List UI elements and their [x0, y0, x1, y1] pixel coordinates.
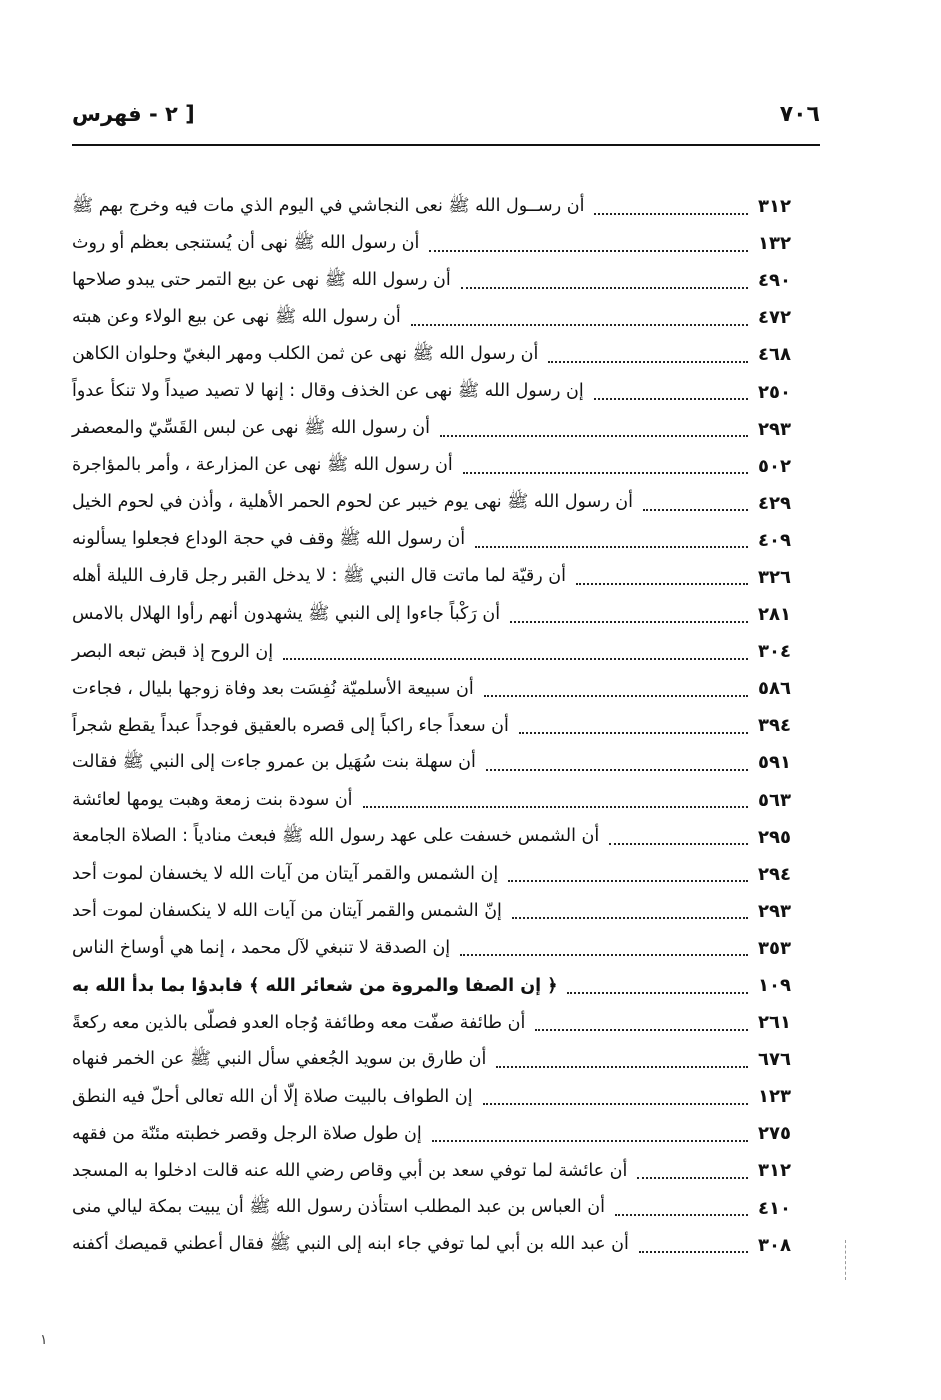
entry-text: إن رسول الله ﷺ نهى عن الخذف وقال : إنها لا تصيد صيداً ولا تنكأ عدواً: [72, 381, 584, 402]
index-entry: [72, 967, 820, 1004]
entry-text: أن طارق بن سويد الجُعفي سأل النبي ﷺ عن الخمر فنهاه: [72, 1048, 487, 1069]
entry-page-number: ٥٦٣: [758, 789, 791, 811]
index-entry: [72, 744, 820, 781]
index-entry: [72, 373, 820, 410]
entry-page-number: ٤٦٨: [758, 344, 791, 366]
entry-text: إن الصدقة لا تنبغي لآل محمد ، إنما هي أوساخ الناس: [72, 938, 451, 959]
margin-mark: ١: [40, 1332, 48, 1348]
dot-leader: [576, 583, 748, 585]
index-entry: [72, 225, 820, 262]
entry-page-number: ٤٢٩: [758, 492, 791, 514]
entry-page-number: ٤١٠: [758, 1197, 791, 1219]
index-entry: [72, 188, 820, 225]
entry-text: أن عائشة لما توفي سعد بن أبي وقاص رضي الله عنه قالت ادخلوا به المسجد: [72, 1160, 628, 1181]
index-entry: [72, 1152, 820, 1189]
dot-leader: [609, 843, 748, 845]
dot-leader: [440, 435, 748, 437]
entry-page-number: ١٢٣: [758, 1086, 791, 1108]
entry-page-number: ٥٩١: [758, 752, 791, 774]
page-header: [72, 100, 820, 146]
entry-page-number: ٤٩٠: [758, 270, 791, 292]
entry-page-number: ٣١٢: [758, 1160, 791, 1182]
entry-page-number: ٣٩٤: [758, 715, 791, 737]
entry-page-number: ٢٨١: [758, 604, 791, 626]
entry-text: أن سبيعة الأسلميّة نُفِسَت بعد وفاة زوجها بليال ، فجاءت: [72, 678, 474, 699]
dot-leader: [475, 546, 748, 548]
entry-text: أن الشمس خسفت على عهد رسول الله ﷺ فبعث منادياً : الصلاة الجامعة: [72, 826, 600, 847]
entry-text: أن رسول الله ﷺ نهى عن ثمن الكلب ومهر البغيّ وحلوان الكاهن: [72, 343, 539, 364]
entry-text: أن رسول الله ﷺ نهى عن المزارعة ، وأمر بالمؤاجرة: [72, 455, 453, 476]
dot-leader: [483, 1103, 748, 1105]
index-entry: [72, 1078, 820, 1115]
dot-leader: [496, 1066, 748, 1068]
entry-text: إنّ الشمس والقمر آيتان من آيات الله لا ينكسفان لموت أحد: [72, 901, 502, 922]
dot-leader: [461, 287, 748, 289]
entry-text: أن سودة بنت زمعة وهبت يومها لعائشة: [72, 790, 353, 811]
dot-leader: [639, 1251, 748, 1253]
dot-leader: [363, 806, 748, 808]
dot-leader: [510, 621, 748, 623]
index-entry: [72, 930, 820, 967]
index-entry: [72, 336, 820, 373]
dot-leader: [283, 658, 748, 660]
entry-text: أن رسول الله ﷺ نهى أن يُستنجى بعظم أو روث: [72, 232, 420, 253]
entry-page-number: ٢٩٥: [758, 826, 791, 848]
entry-page-number: ٣٥٣: [758, 937, 791, 959]
entry-text: إن الشمس والقمر آيتان من آيات الله لا يخسفان لموت أحد: [72, 864, 499, 885]
dot-leader: [643, 509, 748, 511]
dot-leader: [548, 361, 748, 363]
entry-page-number: ٢٩٣: [758, 418, 791, 440]
entry-page-number: ١٣٢: [758, 233, 791, 255]
dot-leader: [637, 1177, 748, 1179]
entry-page-number: ٣٠٨: [758, 1234, 791, 1256]
scan-edge-mark: [845, 1240, 847, 1280]
dot-leader: [460, 954, 748, 956]
index-entry: [72, 1190, 820, 1227]
dot-leader: [594, 213, 748, 215]
entry-text: أن رقيّة لما ماتت قال النبي ﷺ : لا يدخل القبر رجل قارف الليلة أهله: [72, 566, 567, 587]
dot-leader: [486, 769, 748, 771]
index-entry: [72, 596, 820, 633]
index-entry: [72, 782, 820, 819]
entry-page-number: ٣٢٦: [758, 566, 791, 588]
dot-leader: [519, 732, 748, 734]
dot-leader: [484, 695, 748, 697]
entry-page-number: ٤٠٩: [758, 529, 791, 551]
entry-page-number: ٢٥٠: [758, 381, 791, 403]
dot-leader: [429, 250, 748, 252]
entry-text: أن رســول الله ﷺ نعى النجاشي في اليوم الذي مات فيه وخرج بهم ﷺ: [72, 195, 585, 216]
entry-text: أن رسول الله ﷺ نهى عن بيع الولاء وعن هبته: [72, 306, 401, 327]
entry-text: أن رسول الله ﷺ نهى عن بيع التمر حتى يبدو صلاحها: [72, 269, 451, 290]
index-entries: [72, 188, 820, 1264]
entry-page-number: ٣١٢: [758, 196, 791, 218]
entry-text: أن طائفة صفّت معه وطائفة وُجاه العدو فصلّى بالذين معه ركعةً: [72, 1012, 526, 1033]
entry-page-number: ٥٨٦: [758, 678, 791, 700]
entry-text: إن طول صلاة الرجل وقصر خطبته مئنّة من فقهه: [72, 1123, 422, 1144]
entry-text: أن رسول الله ﷺ وقف في حجة الوداع فجعلوا يسألونه: [72, 529, 466, 550]
index-entry: [72, 559, 820, 596]
index-entry: [72, 1115, 820, 1152]
entry-text: إن الطواف بالبيت صلاة إلّا أن الله تعالى أحلّ فيه النطق: [72, 1086, 473, 1107]
index-entry: [72, 819, 820, 856]
entry-page-number: ٢٦١: [758, 1012, 791, 1034]
entry-page-number: ٣٠٤: [758, 641, 791, 663]
entry-text: أن رسول الله ﷺ نهى عن لبس القَسِّيّ والمعصفر: [72, 418, 430, 439]
index-entry: [72, 1004, 820, 1041]
index-entry: [72, 299, 820, 336]
entry-text: أن العباس بن عبد المطلب استأذن رسول الله ﷺ أن يبيت بمكة ليالي منى: [72, 1197, 606, 1218]
dot-leader: [411, 324, 748, 326]
entry-page-number: ١٠٩: [758, 975, 791, 997]
index-entry: [72, 893, 820, 930]
dot-leader: [567, 992, 748, 994]
entry-text: ﴿ إن الصفا والمروة من شعائر الله ﴾ فابدؤا بما بدأ الله به: [72, 975, 558, 996]
index-entry: [72, 1227, 820, 1264]
dot-leader: [615, 1214, 748, 1216]
dot-leader: [432, 1140, 748, 1142]
dot-leader: [463, 472, 748, 474]
entry-text: أن رسول الله ﷺ نهى يوم خيبر عن لحوم الحمر الأهلية ، وأذن في لحوم الخيل: [72, 492, 633, 513]
index-entry: [72, 856, 820, 893]
dot-leader: [512, 917, 748, 919]
entry-text: أن رَكْباً جاءوا إلى النبي ﷺ يشهدون أنهم رأوا الهلال بالامس: [72, 603, 501, 624]
entry-page-number: ٢٩٣: [758, 900, 791, 922]
index-entry: [72, 411, 820, 448]
entry-text: أن سهلة بنت سُهَيل بن عمرو جاءت إلى النبي ﷺ فقالت: [72, 751, 476, 772]
index-entry: [72, 262, 820, 299]
entry-text: إن الروح إذ قبض تبعه البصر: [72, 641, 274, 662]
section-title: [ ٢ - فهرس: [72, 102, 195, 126]
index-entry: [72, 448, 820, 485]
dot-leader: [535, 1029, 748, 1031]
index-entry: [72, 522, 820, 559]
entry-page-number: ٢٧٥: [758, 1123, 791, 1145]
index-entry: [72, 485, 820, 522]
index-entry: [72, 670, 820, 707]
dot-leader: [508, 880, 748, 882]
index-entry: [72, 707, 820, 744]
index-entry: [72, 633, 820, 670]
entry-page-number: ٢٩٤: [758, 863, 791, 885]
entry-text: أن عبد الله بن أبي لما توفي جاء ابنه إلى النبي ﷺ فقال أعطني قميصك أكفنه: [72, 1234, 629, 1255]
entry-page-number: ٦٧٦: [758, 1049, 791, 1071]
entry-page-number: ٤٧٢: [758, 307, 791, 329]
index-entry: [72, 1041, 820, 1078]
dot-leader: [594, 398, 748, 400]
entry-text: أن سعداً جاء راكباً إلى قصره بالعقيق فوجداً عبداً يقطع شجراً: [72, 715, 509, 736]
page-number: ٧٠٦: [779, 102, 820, 127]
entry-page-number: ٥٠٢: [758, 455, 791, 477]
